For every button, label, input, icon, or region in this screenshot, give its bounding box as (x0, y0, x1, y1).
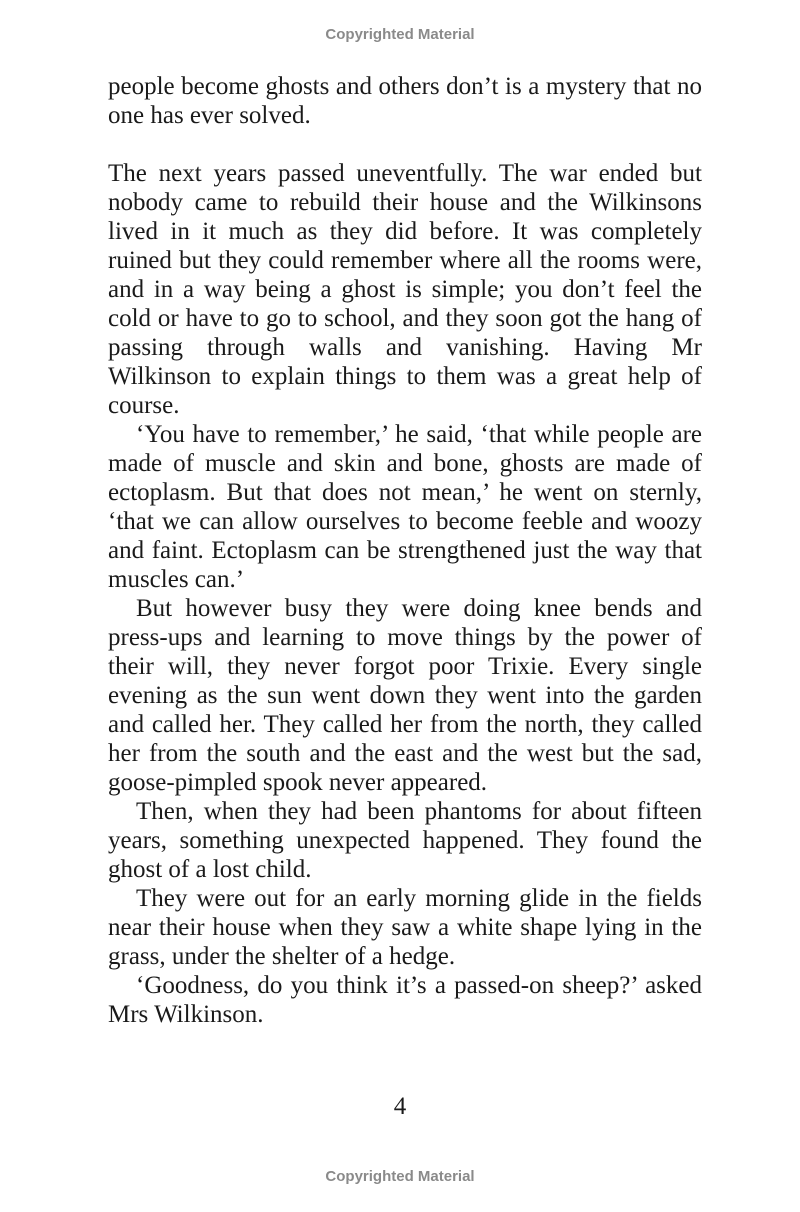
page-number: 4 (393, 1093, 407, 1120)
body-text (108, 72, 702, 1029)
paragraph: Then, when they had been phantoms for about fifteen years, something unexpected happened. They found the ghost of a lost child. (108, 798, 702, 883)
paragraph: The next years passed uneventfully. The war ended but nobody came to rebuild their house and the Wilkinsons lived in it much as they did before. It was completely ruined but they could remember where all the rooms were, and in a way being a ghost is simple; you don’t feel the cold or have to go to school, and they soon got the hang of passing through walls and vanishing. Having Mr Wilkinson to explain things to them was a great help of course. (108, 160, 702, 419)
paragraph: But however busy they were doing knee bends and press-ups and learning to move things by the power of their will, they never forgot poor Trixie. Every single evening as the sun went down they went into the garden and called her. They called her from the north, they called her from the south and the east and the west but the sad, goose-pimpled spook never appeared. (108, 595, 702, 796)
paragraph: They were out for an early morning glide in the fields near their house when they saw a white shape lying in the grass, under the shelter of a hedge. (108, 885, 702, 970)
paragraph: ‘Goodness, do you think it’s a passed-on sheep?’ asked Mrs Wilkinson. (108, 972, 702, 1028)
watermark-top: Copyrighted Material (325, 26, 475, 43)
watermark-bottom: Copyrighted Material (325, 1168, 475, 1185)
paragraph-continuation: people become ghosts and others don’t is a mystery that no one has ever solved. (108, 73, 702, 129)
paragraph: ‘You have to remember,’ he said, ‘that while people are made of muscle and skin and bone, ghosts are made of ectoplasm. But that does not mean,’ he went on sternly, ‘that we can allow ourselves to become feeble and woozy and faint. Ectoplasm can be strengthened just the way that muscles can.’ (108, 421, 702, 593)
